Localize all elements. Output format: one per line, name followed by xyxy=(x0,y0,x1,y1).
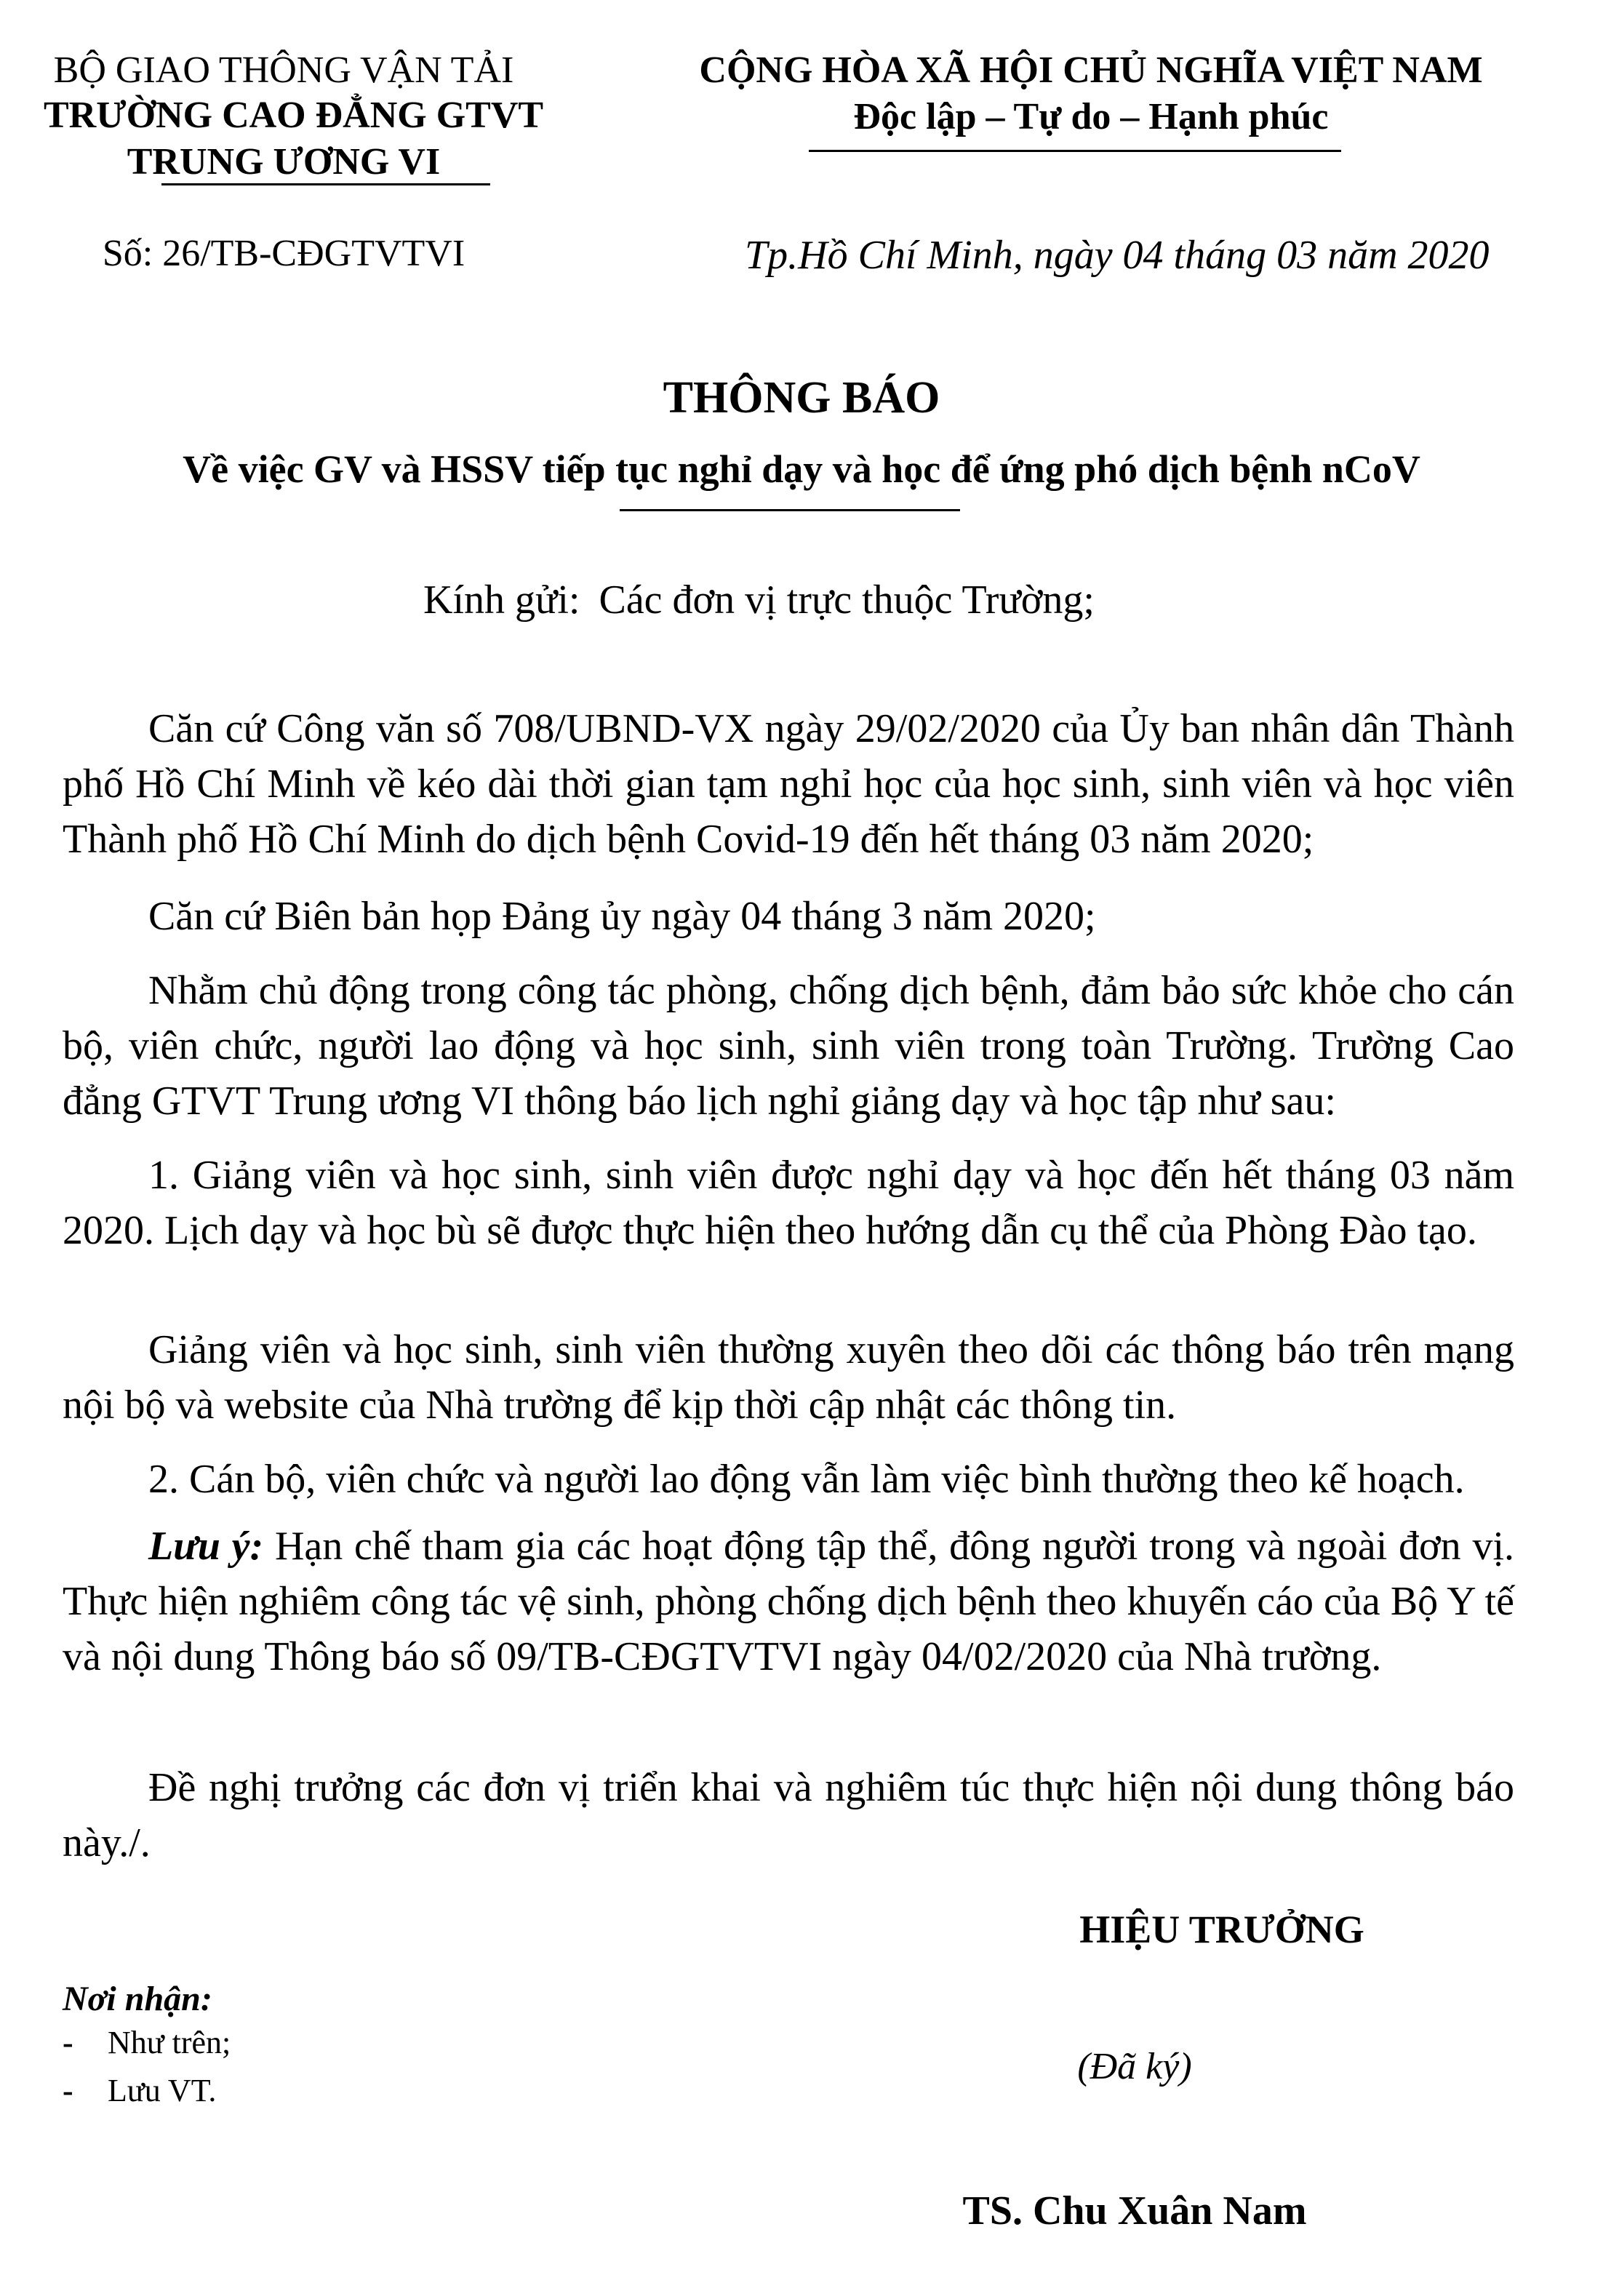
body-paragraph-6: 2. Cán bộ, viên chức và người lao động vẫn làm việc bình thường theo kế hoạch. xyxy=(148,1457,1465,1502)
signed-mark: (Đã ký) xyxy=(1077,2046,1192,2087)
signer-name: TS. Chu Xuân Nam xyxy=(962,2188,1307,2233)
signer-role: HIỆU TRƯỞNG xyxy=(1079,1908,1364,1951)
receiver-item: - Như trên; xyxy=(63,2023,231,2063)
subject-underline xyxy=(620,509,960,511)
body-paragraph-2: Căn cứ Biên bản họp Đảng ủy ngày 04 tháng 3 năm 2020; xyxy=(148,894,1096,939)
school-name-line2: TRUNG ƯƠNG VI xyxy=(127,141,441,183)
ministry-name: BỘ GIAO THÔNG VẬN TẢI xyxy=(53,49,514,91)
document-number: Số: 26/TB-CĐGTVTVI xyxy=(102,233,465,274)
school-underline xyxy=(161,183,490,185)
body-note-paragraph xyxy=(63,1519,1514,1684)
national-motto: Độc lập – Tự do – Hạnh phúc xyxy=(853,96,1329,137)
bullet-dash: - xyxy=(63,2073,73,2108)
note-label: Lưu ý: xyxy=(148,1524,264,1569)
school-name-line1: TRƯỜNG CAO ĐẲNG GTVT xyxy=(44,95,544,136)
body-paragraph-1: Căn cứ Công văn số 708/UBND-VX ngày 29/02/2020 của Ủy ban nhân dân Thành phố Hồ Chí Minh về kéo dài thời gian tạm nghỉ học của học sinh, sinh viên và học viên Thành phố Hồ Chí Minh do dịch bệnh Covid-19 đến hết tháng 03 năm 2020; xyxy=(63,706,1514,862)
recipient-line xyxy=(423,575,1095,625)
nation-title: CỘNG HÒA XÃ HỘI CHỦ NGHĨA VIỆT NAM xyxy=(699,49,1483,91)
body-paragraph-5: Giảng viên và học sinh, sinh viên thường xuyên theo dõi các thông báo trên mạng nội bộ và website của Nhà trường để kịp thời cập nhật các thông tin. xyxy=(63,1327,1514,1428)
place-date: Tp.Hồ Chí Minh, ngày 04 tháng 03 năm 2020 xyxy=(745,233,1490,278)
receiver-item: - Lưu VT. xyxy=(63,2071,216,2111)
note-text: Hạn chế tham gia các hoạt động tập thể, đông người trong và ngoài đơn vị. Thực hiện nghiêm công tác vệ sinh, phòng chống dịch bệnh theo khuyến cáo của Bộ Y tế và nội dung Thông báo số 09/TB-CĐGTVTVI ngày 04/02/2020 của Nhà trường. xyxy=(63,1524,1515,1679)
body-paragraph-7: Đề nghị trưởng các đơn vị triển khai và nghiêm túc thực hiện nội dung thông báo này./. xyxy=(63,1765,1514,1865)
document-title: THÔNG BÁO xyxy=(663,373,940,423)
recipient-label: Kính gửi: xyxy=(423,577,580,623)
document-subject: Về việc GV và HSSV tiếp tục nghỉ dạy và học để ứng phó dịch bệnh nCoV xyxy=(183,447,1420,491)
body-paragraph-3: Nhằm chủ động trong công tác phòng, chống dịch bệnh, đảm bảo sức khỏe cho cán bộ, viên chức, người lao động và học sinh, sinh viên trong toàn Trường. Trường Cao đẳng GTVT Trung ương VI thông báo lịch nghỉ giảng dạy và học tập như sau: xyxy=(63,968,1514,1124)
bullet-dash: - xyxy=(63,2025,73,2060)
body-paragraph-4: 1. Giảng viên và học sinh, sinh viên được nghỉ dạy và học đến hết tháng 03 năm 2020. Lịch dạy và học bù sẽ được thực hiện theo hướng dẫn cụ thể của Phòng Đào tạo. xyxy=(63,1153,1514,1253)
receivers-label: Nơi nhận: xyxy=(63,1980,212,2018)
recipient-value: Các đơn vị trực thuộc Trường; xyxy=(599,577,1095,623)
motto-underline xyxy=(809,150,1341,152)
